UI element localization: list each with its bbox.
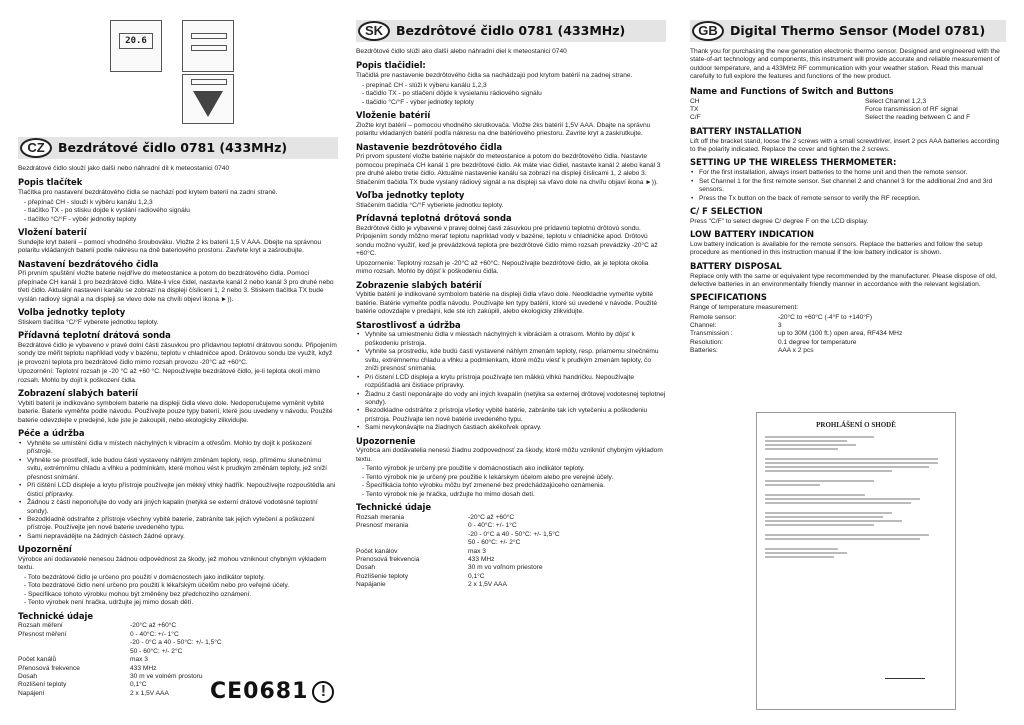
- language-badge: GB: [692, 21, 724, 41]
- spec-value: max 3: [130, 656, 148, 664]
- text-line: [765, 448, 838, 450]
- spec-value: -20 - 0°C a 40 - 50°C: +/- 1,5°C: [130, 639, 222, 647]
- spec-value: max 3: [468, 547, 486, 555]
- signature: [885, 663, 925, 679]
- list-item: - Tento výrobok nie je hračka, udržujte ho mimo dosah detí.: [362, 490, 535, 498]
- table-row: [690, 322, 1006, 330]
- table-row: [356, 548, 666, 556]
- paragraph: Replace only with the same or equivalent type recommended by the manufacturer. Please dispose of old, defective batteries in an environmentally friendly manner in accordance with the relevant legislation.: [690, 272, 997, 288]
- paragraph: Vybitie batérií je indikované symbolom batérie na displeji čidla vľavo dole. Neodkladne vymeňte vybité batérie. Batérie vymeňte podľa návodu. Používajte len typy batérií, ktoré sú uvedené v návode. Použité batérie odovzdajte v predajni, kde ste ich zakúpili, alebo ekologicky zlikvidujte.: [356, 291, 658, 316]
- text-line: [765, 484, 820, 486]
- spec-value: 433 MHz: [468, 556, 495, 563]
- declaration-of-conformity: [756, 412, 956, 710]
- table-row: [356, 581, 666, 589]
- function-desc: Select the reading between C and F: [865, 114, 971, 122]
- paragraph: Stiskem tlačítka °C/°F vyberete jednotku teploty.: [18, 318, 159, 326]
- text-line: [765, 538, 920, 540]
- section-heading: Přídavná teplotní drátová sonda: [18, 330, 171, 341]
- spec-value: 50 - 60°C: +/- 2°C: [468, 539, 521, 547]
- table-row: [18, 622, 338, 630]
- list-item: - přepínač CH - slouží k výběru kanálu 1,2,3: [24, 198, 153, 206]
- list-item: • For the first installation, always insert batteries to the home unit and then the remote sensor.: [690, 169, 1006, 177]
- alert-icon: !: [312, 681, 334, 703]
- spec-value: 433 MHz: [130, 664, 157, 672]
- section-heading: Voľba jednotky teploty: [356, 190, 465, 201]
- list-item: • Vyhněte se prostředí, kde budou části vystaveny náhlým změnám teploty, resp. přímému slunečnímu svitu, extrémnímu chladu a vlhku a podmínkám, které mohou vést k prudkým změnám teploty, jež sníží přesnost snímání.: [18, 457, 338, 482]
- table-row: [690, 314, 1006, 322]
- section-heading: Zobrazení slabých baterií: [18, 388, 138, 399]
- page-title: Bezdrôtové čidlo 0781 (433MHz): [396, 23, 626, 38]
- sensor-display: 20.6: [119, 33, 153, 49]
- spec-label: Přesnost měření: [18, 630, 67, 638]
- section-heading: Prídavná teplotná drôtová sonda: [356, 213, 512, 224]
- section-header-sk: [356, 20, 666, 42]
- table-row: [356, 573, 666, 581]
- spec-value: 3: [778, 322, 782, 329]
- function-key: TX: [690, 105, 699, 113]
- sensor-buttons: [191, 33, 227, 39]
- spec-value: 0,1°C: [130, 681, 147, 689]
- spec-label: [18, 639, 130, 647]
- list-item: - Tento výrobok nie je určený pre použitie k lekárskym účelom alebo pre verejné účely.: [362, 473, 614, 481]
- page-title: Bezdrátové čidlo 0781 (433MHz): [58, 140, 288, 155]
- list-item: - prepínač CH - slúži k výberu kanálu 1,2,3: [362, 81, 487, 89]
- paragraph: Výrobce ani dodavatelé nenesou žádnou odpovědnost za škody, jež mohou vzniknout chybným výkladem textu.: [18, 556, 327, 572]
- table-row: [690, 339, 1006, 347]
- text-line: [765, 480, 874, 482]
- spec-label: Transmission :: [690, 330, 733, 338]
- spec-label: Počet kanálov: [356, 547, 398, 555]
- section-heading: Popis tlačítek: [18, 177, 83, 188]
- spec-value: 2 x 1,5V AAA: [468, 581, 507, 589]
- spec-value: AAA x 2 pcs: [778, 347, 814, 355]
- table-row: [690, 330, 1006, 338]
- text-line: [765, 440, 847, 442]
- section-header-cz: [18, 137, 338, 159]
- spec-label: Dosah: [18, 673, 38, 680]
- warning-note: Upozornění: Teplotní rozsah je -20 °C až +60 °C. Nepoužívejte bezdrátové čidlo, je-li teplota okolí mimo rozsah. Mohlo by dojít k poškození čidla.: [18, 368, 321, 384]
- table-row: [356, 539, 666, 547]
- ce-mark-text: CE0681: [210, 679, 309, 704]
- paragraph: Při prvním spuštění vložte baterie nejdříve do meteostanice a potom do bezdrátového čidla. Pomocí přepínače CH kanál 1 pro bezdrátové čidlo. Máte-li více čidel, nastavte kanál 2 nebo kanál 3 pro druhé nebo třetí čidlo. Aktuální nastavení kanálu se zobrazí na displeji čísliceni 1, 2 nebo 3. Stiskem tlačítka TX bude vyslán radiový signál a na displeji se vlevo dole na chvíli objeví ikona ►)).: [18, 270, 334, 303]
- list-item: • Bezodkladne odstráňte z prístroja všetky vybité batérie, zabránite tak ich vytečeniu a poškodeniu prístroja. Používajte len nové batérie uvedeného typu.: [356, 407, 666, 424]
- text-line: [765, 534, 929, 536]
- spec-value: 2 x 1,5V AAA: [130, 689, 169, 697]
- spec-value: 0 - 40°C: +/- 1°C: [130, 630, 179, 638]
- table-row: [18, 639, 338, 647]
- text-line: [765, 556, 834, 558]
- section-heading: C/ F SELECTION: [690, 205, 763, 216]
- text-line: [765, 494, 865, 496]
- list-item: • Pri čistení LCD displeja a krytu prístroja používajte len mäkkú vlhkú handričku. Nepoužívajte rozpúšťadlá ani čistiace prípravky.: [356, 374, 666, 391]
- specs-table: [690, 314, 1006, 356]
- spec-label: Rozsah merania: [356, 513, 405, 521]
- text-line: [765, 524, 874, 526]
- text-line: [765, 520, 902, 522]
- spec-label: [18, 648, 130, 656]
- spec-value: 30 m vo voľnom priestore: [468, 564, 543, 572]
- list-item: • Vyhnite sa prostrediu, kde budú časti vystavené náhlym zmenám teploty, resp. priamemu slnečnému svitu, extrémnemu chladu a vlhku a podmienkam, ktoré môžu viesť k prudkým zmenám teploty, čo zníži presnosť snímania.: [356, 348, 666, 373]
- table-row: [18, 631, 338, 639]
- paragraph: Výrobca ani dodávatelia nenesú žiadnu zodpovednosť za škody, ktoré môžu vzniknúť chybným výkladom textu.: [356, 447, 663, 463]
- specs-table: [356, 514, 666, 590]
- intro-text: Bezdrôtové čidlo slúži ako ďalší alebo náhradní diel k meteostanici 0740: [356, 48, 567, 55]
- spec-label: Prenosová frekvencia: [356, 556, 420, 563]
- section-heading: Nastavenie bezdrôtového čidla: [356, 141, 503, 152]
- column-gb: [690, 20, 1006, 356]
- table-row: [356, 564, 666, 572]
- spec-label: Přenosová frekvence: [18, 664, 80, 672]
- text-line: [765, 552, 847, 554]
- paragraph: Lift off the bracket stand, loose the 2 screws with a small screwdriver, insert 2 pcs AAA batteries according to the polarity indicated. Replace the cover and tighten the 2 screws.: [690, 137, 1000, 153]
- section-heading: Popis tlačidiel:: [356, 60, 426, 71]
- section-heading: BATTERY DISPOSAL: [690, 260, 782, 271]
- section-heading: Starostlivosť a údržba: [356, 319, 461, 330]
- spec-label: [356, 539, 468, 547]
- section-heading: Upozornění: [18, 544, 72, 555]
- section-heading: Nastavení bezdrátového čidla: [18, 258, 159, 269]
- functions-table: [690, 98, 1006, 123]
- sensor-front-view: [110, 20, 162, 72]
- section-heading: Volba jednotky teploty: [18, 307, 126, 318]
- section-heading: BATTERY INSTALLATION: [690, 125, 802, 136]
- text-line: [765, 548, 838, 550]
- spec-label: Batteries:: [690, 347, 718, 355]
- sensor-back-view: [182, 20, 234, 72]
- section-heading: Vloženie batérií: [356, 109, 431, 120]
- section-heading: Zobrazenie slabých batérií: [356, 279, 482, 290]
- spec-label: Rozlíšenie teploty: [356, 572, 409, 580]
- paragraph: Sundejte kryt baterií – pomocí vhodného šroubováku. Vložte 2 ks baterií 1,5 V AAA. Dbejte na správnou polaritu vkládaných baterií podle nákresu na dně bateriového prostoru. Zavřete kryt a zašroubujte.: [18, 238, 322, 255]
- list-item: - Specifikace tohoto výrobku mohou být změněny bez předchozího oznámení.: [24, 590, 252, 598]
- list-item: • Press the Tx button on the back of remote sensor to verify the RF reception.: [690, 195, 1006, 203]
- function-desc: Force transmission of RF signal: [865, 105, 958, 113]
- table-row: [356, 514, 666, 522]
- column-cz: [18, 137, 338, 698]
- paragraph: Press "C/F" to select degree C/ degree F on the LCD display.: [690, 217, 869, 225]
- warning-note: Upozornenie: Teplotný rozsah je -20°C až +60°C. Nepoužívajte bezdrôtové čidlo, ak je teplota okolia mimo rozsah. Mohlo by dôjsť k poškodeniu čidla.: [356, 259, 649, 276]
- text-line: [765, 444, 856, 446]
- list-item: - Tento výrobok je určený pre použitie v domácnostiach ako indikátor teploty.: [362, 465, 585, 473]
- paragraph: Stlačením tlačidla °C/°F vyberiete jednotku teploty.: [356, 201, 504, 209]
- spec-label: Dosah: [356, 564, 376, 572]
- text-line: [765, 502, 911, 504]
- spec-value: -20°C to +60°C (-4°F to +140°F): [778, 313, 873, 321]
- spec-label: [356, 531, 468, 539]
- intro-text: Bezdrátové čidlo slouží jako další nebo náhradní díl k meteostanici 0740: [18, 165, 230, 172]
- table-row: [18, 648, 338, 656]
- section-heading: Vložení baterií: [18, 226, 87, 237]
- ce-certification-mark: [210, 678, 334, 706]
- spec-value: 30 m ve volném prostoru: [130, 673, 203, 680]
- paragraph: Low battery indication is available for the remote sensors. Replace the batteries and follow the setup procedure as mentioned in this instruction manual if the low battery indicator is shown.: [690, 240, 983, 257]
- declaration-title: PROHLÁŠENÍ O SHODĚ: [816, 421, 896, 429]
- spec-value: -20 - 0°C a 40 - 50°C: +/- 1,5°C: [468, 530, 560, 538]
- list-item: - tlačidlo TX - po stlačení dôjde k vysielaniu rádiového signálu: [362, 90, 542, 98]
- battery-diagram-icon: [193, 91, 223, 117]
- list-item: • Bezodkladně odstraňte z přístroje všechny vybité baterie, zabráníte tak jejich vytečení a poškození přístroje. Používejte jen nové baterie uvedeného typu.: [18, 516, 338, 533]
- spec-label: Channel:: [690, 322, 717, 329]
- page-title: Digital Thermo Sensor (Model 0781): [730, 23, 986, 38]
- text-line: [765, 436, 874, 438]
- text-line: [765, 516, 883, 518]
- text-line: [765, 462, 938, 464]
- list-item: - Špecifikácia tohto výrobku môžu byť zmenené bez predchádzajúceho oznámenia.: [362, 482, 605, 490]
- spec-label: Rozsah měření: [18, 622, 63, 630]
- section-header-gb: [690, 20, 1006, 42]
- spec-value: up to 30M (100 ft.) open area, RF434 MHz: [778, 330, 903, 338]
- device-illustration: [110, 18, 246, 126]
- table-row: [690, 98, 1006, 106]
- spec-label: Remote sensor:: [690, 313, 737, 321]
- section-heading: Name and Functions of Switch and Buttons: [690, 85, 894, 96]
- list-item: • Žiadnu z častí neponárajte do vody ani iných kvapalín (netýka sa externej drôtovej vodotesnej teplotnej sondy).: [356, 391, 666, 408]
- section-heading: SPECIFICATIONS: [690, 292, 767, 303]
- spec-value: 0 - 40°C: +/- 1°C: [468, 522, 517, 530]
- text-line: [765, 498, 920, 500]
- column-sk: [356, 20, 666, 590]
- section-heading: SETTING UP THE WIRELESS THERMOMETER:: [690, 157, 897, 168]
- table-row: [356, 556, 666, 564]
- section-heading: Upozornenie: [356, 435, 416, 446]
- spec-label: Počet kanálů: [18, 656, 57, 664]
- function-key: C/F: [690, 114, 701, 122]
- section-heading: Technické údaje: [356, 502, 432, 513]
- list-item: - tlačidlo °C/°F - výber jednotky teploty: [362, 98, 474, 106]
- section-heading: Péče a údržba: [18, 428, 85, 439]
- text-line: [765, 512, 892, 514]
- table-row: [356, 531, 666, 539]
- spec-label: Napájení: [18, 689, 45, 697]
- paragraph: Pri prvom spustení vložte batérie najskôr do meteostanice a potom do bezdrôtového čidla. Nastavte pomocou prepínača CH kanál 1 pre bezdrôtové čidlo. Ak máte viac čidiel, nastavte kanál 2 alebo kanál 3 pre druhé alebo tretie čidlo. Aktuálne nastavenie kanálu sa zobrazí na displeji číslicami 1, 2 alebo 3. Stlačením tlačidla TX bude vyslaný rádiový signál a na displeji sa vľavo dole na chvíľu objaví ikona ►)).: [356, 153, 661, 186]
- table-row: [690, 106, 1006, 114]
- list-item: - tlačítko TX - po stisku dojde k vyslání radiového signálu: [24, 207, 190, 215]
- section-heading: LOW BATTERY INDICATION: [690, 229, 814, 240]
- table-row: [18, 656, 338, 664]
- table-row: [690, 114, 1006, 122]
- table-row: [690, 347, 1006, 355]
- list-item: • Při čištění LCD displeje a krytu přístroje používejte jen měkký vlhký hadřík. Nepoužívejte rozpouštědla ani čisticí přípravky.: [18, 482, 338, 499]
- paragraph: Zložte kryt batérií – pomocou vhodného skrutkovača. Vložte 2ks batérií 1,5V AAA. Dbajte na správnu polaritu vkladaných batérií podľa nákresu na dne batériového priestoru. Zavrite kryt a zaskrutkujte.: [356, 121, 651, 138]
- list-item: • Žádnou z částí neponořujte do vody ani jiných kapalin (netýká se externí drátové vodotěsné teplotní sondy).: [18, 499, 338, 516]
- list-item: - Toto bezdrátové čidlo je určeno pro použití v domácnostech jako indikátor teploty.: [24, 573, 265, 581]
- spec-value: 0,1°C: [468, 572, 485, 580]
- table-row: [356, 522, 666, 530]
- spec-label: Presnosť merania: [356, 522, 409, 530]
- sensor-buttons: [191, 45, 227, 51]
- paragraph: Tlačidlá pre nastavenie bezdrôtového čidla sa nachádzajú pod krytom batérií na zadnej strane.: [356, 72, 633, 80]
- battery-compartment: [182, 74, 234, 124]
- paragraph: Tlačítka pro nastavení bezdrátového čidla se nachází pod krytem baterií na zadní straně.: [18, 189, 278, 197]
- list-item: • Set Channel 1 for the first remote sensor. Set channel 2 and channel 3 for the additional 2nd and 3rd sensors.: [690, 178, 1006, 195]
- list-item: - Tento výrobek není hračka, udržujte jej mimo dosah dětí.: [24, 599, 194, 607]
- function-key: CH: [690, 97, 700, 105]
- list-item: - Toto bezdrátové čidlo není určeno pro použití k lékařským účelům nebo pro veřejné účely.: [24, 582, 290, 590]
- function-desc: Select Channel 1,2,3: [865, 97, 927, 105]
- paragraph: Bezdrôtové čidlo je vybavené v pravej dolnej časti zásuvkou pre prídavnú teplotnú drôtovú sondu. Pripojením sondy môžno merať teplotu napríklad vody v bazéne, teplotu v chladničke apod. Drôtovú sondu možno využiť, keď je prevádzková teplota pre bezdrôtové čidlo mimo rozsah prevádzky -20°C až +60°C.: [356, 225, 658, 258]
- paragraph: Bezdrátové čidlo je vybaveno v pravé dolní části zásuvkou pro přídavnou teplotní drátovou sondu. Připojením sondy lze měřit teplotu například vody v bazénu, teplotu v chladničce apod. Drátovou sondu lze využít, když je provozní teplota pro bezdrátové čidlo mimo rozsah provozu -20°C až +60°C.: [18, 342, 337, 366]
- spec-value: 0.1 degree for temperature: [778, 338, 857, 346]
- table-row: [18, 665, 338, 673]
- list-item: • Sami nepravádějte na žádných částech žádné opravy.: [18, 533, 338, 541]
- spec-label: Resolution:: [690, 338, 723, 346]
- spec-label: Napájanie: [356, 581, 386, 589]
- section-heading: Technické údaje: [18, 610, 94, 621]
- list-item: • Sami nevykonávajte na žiadnych častiach akékoľvek opravy.: [356, 424, 666, 432]
- list-item: • Vyhněte se umístění čidla v místech náchylných k vibracím a otřesům. Mohlo by dojít k poškození přístroje.: [18, 440, 338, 457]
- text-line: [765, 470, 892, 472]
- spec-value: 50 - 60°C: +/- 2°C: [130, 647, 183, 655]
- intro-text: Thank you for purchasing the new generation electronic thermo sensor. Designed and engineered with the state-of-art technology and components, this instrument will provide accurate and reliable measurement of outdoor temperature, and a 433MHz RF communication with your weather station. Read this manual carefully to full explore the features and functions of the new product.: [690, 48, 1000, 81]
- paragraph: Vybití baterií je indikováno symbolem baterie na displeji čidla vlevo dole. Nedoporučujeme vyměnit vybité baterie. Baterie vyměňte podle návodu. Používejte pouze typy baterií, které jsou uvedeny v návodu. Použité baterie odevzdejte v predejně, kde jste je zakoupili, nebo ekologicky zlikvidujte.: [18, 399, 333, 424]
- list-item: - tlačítko °C/°F - výběr jednotky teploty: [24, 215, 137, 223]
- spec-label: Rozlišení teploty: [18, 681, 67, 689]
- language-badge: CZ: [20, 138, 52, 158]
- language-badge: SK: [358, 21, 390, 41]
- sensor-buttons: [191, 79, 227, 85]
- text-line: [765, 466, 929, 468]
- text-line: [765, 458, 938, 460]
- list-item: • Vyhnite sa umiestneniu čidla v miestach náchylných k vibráciám a otrasom. Mohlo by dôjsť k poškodeniu prístroja.: [356, 331, 666, 348]
- spec-value: -20°C až +60°C: [130, 622, 177, 630]
- spec-value: -20°C až +60°C: [468, 513, 515, 521]
- paragraph: Range of temperature measurement:: [690, 304, 799, 312]
